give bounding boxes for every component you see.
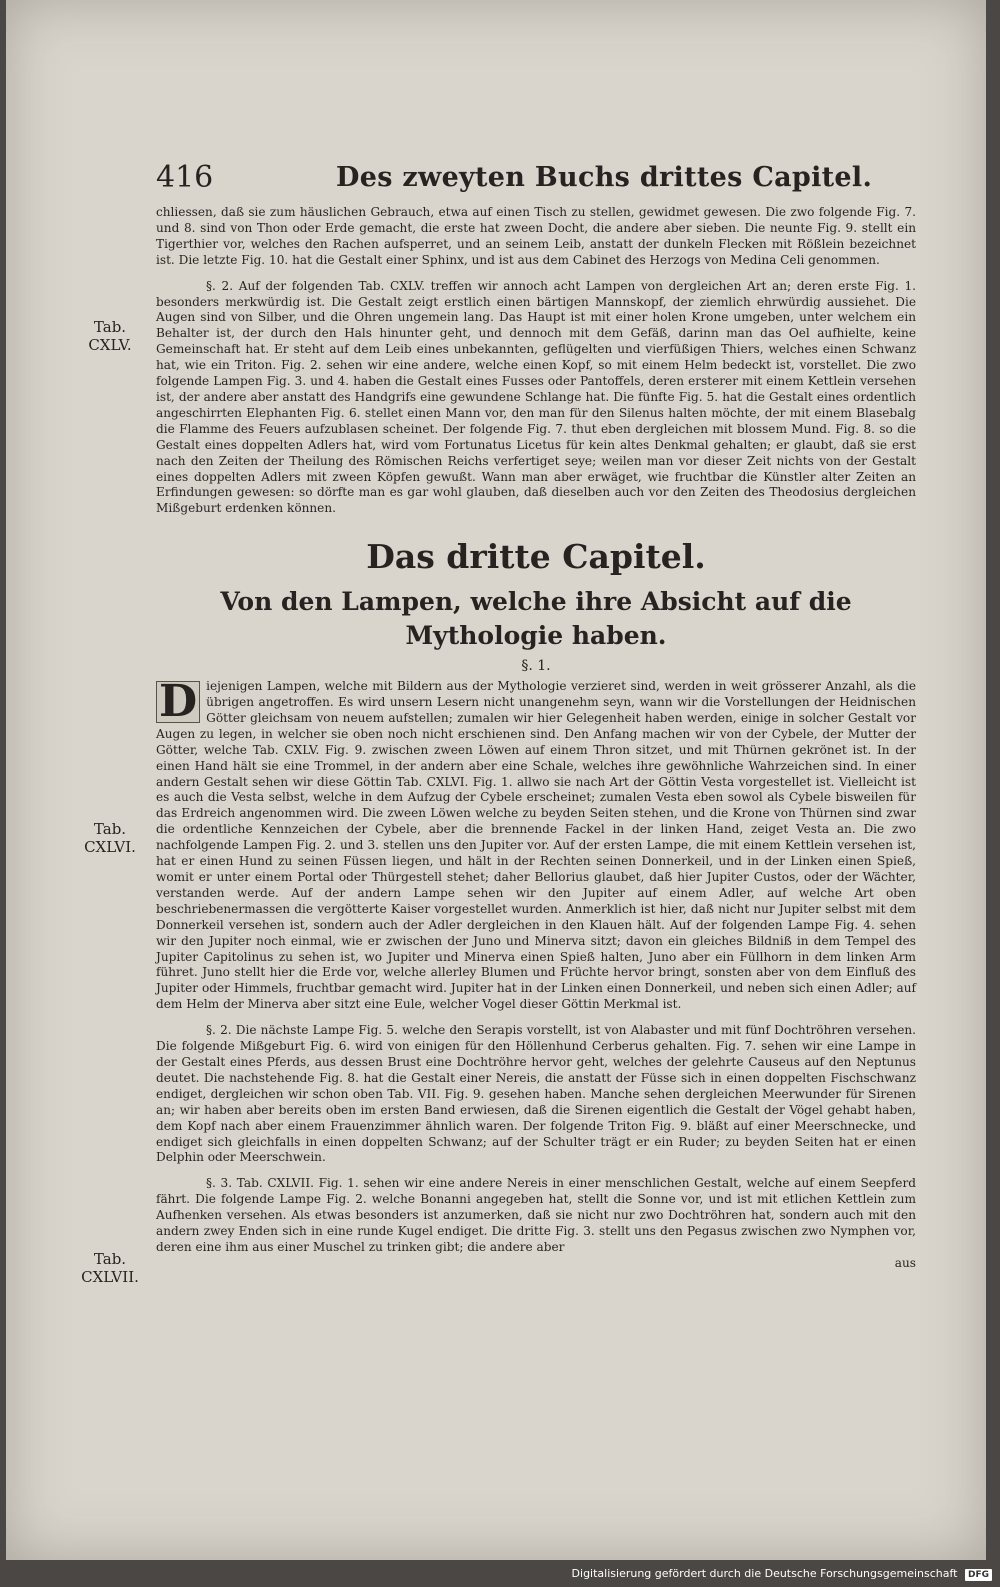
chapter-title: Das dritte Capitel.	[366, 537, 706, 577]
page-header	[156, 160, 916, 200]
digitization-footer	[572, 1567, 992, 1581]
paragraph-chapter-section-3: §. 3. Tab. CXLVII. Fig. 1. sehen wir eine andere Nereis in einer menschlichen Gestalt, welche auf einem Seepferd fährt. Die folgende Lampe Fig. 2. welche Bonanni angegeben hat, stellt die Sonne vor, und ist mit etlichen Kettlein zum Aufhenken versehen. Als etwas besonders ist anzumerken, daß sie nicht nur zwo Dochtröhren hat, sondern auch mit den andern zwey Enden sich in eine runde Kugel endiget. Die dritte Fig. 3. stellt uns den Pegasus zwischen zwo Nymphen vor, deren eine ihm aus einer Muschel zu trinken gibt; die andere aber	[156, 1176, 916, 1254]
chapter-subtitle: Von den Lampen, welche ihre Absicht auf die Mythologie haben.	[220, 587, 852, 651]
dfg-logo-badge: DFG	[965, 1569, 992, 1581]
paragraph-chapter-section-2: §. 2. Die nächste Lampe Fig. 5. welche den Serapis vorstellt, ist von Alabaster und mit fünf Dochtröhren versehen. Die folgende Mißgeburt Fig. 6. wird von einigen für den Höllenhund Cerberus gehalten. Fig. 7. sehen wir eine Lampe in der Gestalt eines Pferds, aus dessen Brust eine Dochtröhre hervor geht, welches der gelehrte Causeus auf den Neptunus deutet. Die nachstehende Fig. 8. hat die Gestalt einer Nereis, die anstatt der Füsse sich in einen doppelten Fischschwanz endiget, dergleichen wir schon oben Tab. VII. Fig. 9. gesehen haben. Manche sehen dergleichen Meerwunder für Sirenen an; wir haben aber bereits oben im ersten Band erwiesen, daß die Sirenen eigentlich die Gestalt der Vögel gehabt haben, dem Kopf nach aber einem Frauenzimmer ähnlich waren. Der folgende Triton Fig. 9. bläßt auf einer Meerschnecke, und endiget sich gleichfalls in einen doppelten Schwanz; auf der Schulter trägt er ein Ruder; zu beyden Seiten hat er einen Delphin oder Meerschwein.	[156, 1023, 916, 1165]
margin-note-tab-cxlvii: Tab. CXLVII.	[81, 1250, 139, 1286]
paragraph-section-2: §. 2. Auf der folgenden Tab. CXLV. treffen wir annoch acht Lampen von dergleichen Art an; deren erste Fig. 1. besonders merkwürdig ist. Die Gestalt zeigt erstlich einen bärtigen Mannskopf, der ziemlich ehrwürdig aussiehet. Die Augen sind von Silber, und die Ohren ungemein lang. Das Haupt ist mit einer holen Krone umgeben, unter welchem ein Behalter ist, der durch den Hals hinunter geht, und dennoch mit dem Gefäß, darinn man das Oel aufhielte, keine Gemeinschaft hat. Er steht auf dem Leib eines unbekannten, geflügelten und vierfüßigen Thiers, welches einen Schwanz hat, wie ein Triton. Fig. 2. sehen wir eine andere, welche einen Kopf, so mit einem Helm bedeckt ist, vorstellet. Die zwo folgende Lampen Fig. 3. und 4. haben die Gestalt eines Fusses oder Pantoffels, deren ersterer mit einem Kettlein versehen ist, der andere aber anstatt des Handgrifs eine gewundene Schlange hat. Die fünfte Fig. 5. hat die Gestalt eines ordentlich angeschirrten Elephanten Fig. 6. stellet einen Mann vor, den man für den Silenus halten möchte, der mit einem Blasebalg die Flamme des Feuers aufzublasen scheinet. Der folgende Fig. 7. thut eben dergleichen mit blossem Mund. Fig. 8. so die Gestalt eines doppelten Adlers hat, wird vom Fortunatus Licetus für kein altes Denkmal gehalten; er glaubt, daß sie erst nach den Zeiten der Theilung des Römischen Reichs verfertiget seye; weilen man vor dieser Zeit nichts von der Gestalt eines doppelten Adlers mit zween Köpfen gewußt. Wann man aber erwäget, wie fruchtbar die Künstler alter Zeiten an Erfindungen gewesen: so dörfte man es gar wohl glauben, daß dieselben auch vor den Zeiten des Theodosius dergleichen Mißgeburt erdenken können.	[156, 278, 916, 516]
running-head: Des zweyten Buchs drittes Capitel.	[336, 162, 873, 193]
book-page	[6, 0, 986, 1560]
page-number: 416	[156, 160, 214, 195]
paragraph-chapter-section-1-text: iejenigen Lampen, welche mit Bildern aus der Mythologie verzieret sind, werden in weit grösserer Anzahl, als die übrigen angetroffen. Es wird unsern Lesern nicht unangenehm seyn, wann wir die Vorstellungen der Heidnischen Götter gleichsam von neuem aufstellen; zumalen wir hier Gelegenheit haben werden, einige in solcher Gestalt vor Augen zu legen, in welcher sie oben noch nicht erschienen sind. Den Anfang machen wir von der Cybele, der Mutter der Götter, welche Tab. CXLV. Fig. 9. zwischen zween Löwen auf einem Thron sitzet, und mit Thürnen gekrönet ist. In der einen Hand hält sie eine Trommel, in der andern aber eine Schale, welches ihre gewöhnliche Wahrzeichen sind. In einer andern Gestalt sehen wir diese Göttin Tab. CXLVI. Fig. 1. allwo sie nach Art der Göttin Vesta vorgestellet ist. Vielleicht ist es auch die Vesta selbst, welche in dem Aufzug der Cybele erscheinet; zumalen Vesta eben sowol als Cybele bisweilen für das Erdreich angenommen wird. Die zween Löwen welche zu beyden Seiten stehen, und die Krone von Thürnen sind zwar die ordentliche Kennzeichen der Cybele, aber die brennende Fackel in der linken Hand, zeiget Vesta an. Die zwo nachfolgende Lampen Fig. 2. und 3. stellen uns den Jupiter vor. Auf der ersten Lampe, die mit einem Kettlein versehen ist, hat er einen Hund zu seinen Füssen liegen, und hält in der Rechten seinen Donnerkeil, und in der Linken einen Spieß, womit er unter einem Portal oder Thürgestell stehet; daher Bellorius glaubet, daß hier Jupiter Custos, oder der Wächter, verstanden werde. Auf der andern Lampe sehen wir den Jupiter auf einem Adler, auf welche Art oben beschriebenermassen die vergötterte Kaiser vorgestellet wurden. Anmerklich ist hier, daß nicht nur Jupiter selbst mit dem Donnerkeil versehen ist, sondern auch der Adler dergleichen in den Klauen hält. Auf der folgenden Lampe Fig. 4. sehen wir den Jupiter noch einmal, wie er zwischen der Juno und Minerva sitzt; davon ein gleiches Bildniß in dem Tempel des Jupiter Capitolinus zu sehen ist, wo Jupiter und Minerva einen Spieß halten, Juno aber ein Füllhorn in dem linken Arm führet. Juno stellt hier die Erde vor, welche allerley Blumen und Früchte hervor bringt, sonsten aber von dem Einfluß des Jupiter oder Himmels, fruchtbar gemacht wird. Jupiter hat in der Linken einen Donnerkeil, und neben sich einen Adler; auf dem Helm der Minerva aber sitzt eine Eule, welcher Vogel dieser Göttin Merkmal ist.	[156, 679, 916, 1012]
paragraph-chapter-section-1	[156, 676, 916, 1013]
catchword: aus	[894, 1255, 916, 1270]
margin-note-tab-cxlvi: Tab. CXLVI.	[84, 820, 136, 856]
footer-text: Digitalisierung gefördert durch die Deutsche Forschungsgemeinschaft	[571, 1567, 958, 1580]
margin-note-tab-cxlv: Tab. CXLV.	[88, 318, 132, 354]
decorated-initial: D	[156, 681, 200, 723]
paragraph-continuation: chliessen, daß sie zum häuslichen Gebrauch, etwa auf einen Tisch zu stellen, gewidmet gewesen. Die zwo folgende Fig. 7. und 8. sind von Thon oder Erde gemacht, die erste hat zween Docht, die andere aber sieben. Die neunte Fig. 9. stellt ein Tigerthier vor, welches den Rachen aufsperret, und an seinem Leib, anstatt der dunkeln Flecken mit Rößlein bezeichnet ist. Die letzte Fig. 10. hat die Gestalt einer Sphinx, und ist aus dem Cabinet des Herzogs von Medina Celi genommen.	[156, 205, 916, 267]
section-mark: §. 1.	[521, 658, 551, 675]
main-text	[156, 205, 916, 1272]
